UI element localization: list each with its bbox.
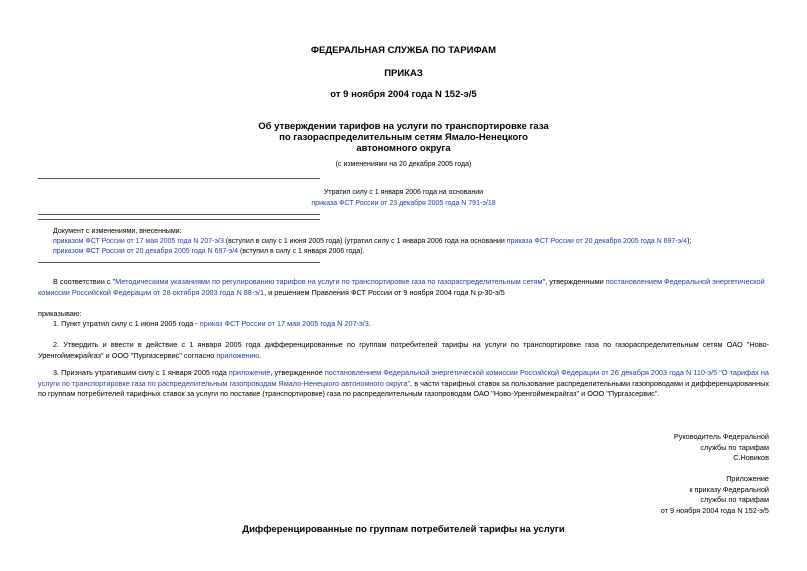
appendix-line-3: службы по тарифам bbox=[700, 495, 769, 504]
preamble-text-3: , и решением Правления ФСТ России от 9 ноября 2004 года N р-30-э/5 bbox=[264, 287, 505, 297]
signature-name: С.Новиков bbox=[733, 453, 769, 462]
change-link-3[interactable]: приказом ФСТ России от 20 декабря 2005 года N 697-э/4 bbox=[53, 248, 239, 255]
appendix-block bbox=[469, 474, 769, 516]
doc-title bbox=[0, 121, 807, 154]
appendix-line-2: к приказу Федеральной bbox=[689, 484, 769, 494]
appendix-link[interactable]: приложению bbox=[216, 350, 260, 360]
agency-heading: ФЕДЕРАЛЬНАЯ СЛУЖБА ПО ТАРИФАМ bbox=[310, 45, 497, 56]
change-text-2: ); bbox=[687, 238, 692, 245]
appendix-line-4: от 9 ноября 2004 года N 152-э/5 bbox=[660, 505, 769, 515]
preamble-text-2: ", утвержденными bbox=[542, 277, 606, 286]
orders-word: приказываю: bbox=[38, 309, 82, 318]
item1-end: . bbox=[368, 319, 371, 328]
appendix-line-1: Приложение bbox=[726, 474, 769, 483]
item1-text: 1. Пункт утратил силу с 1 июня 2005 года - bbox=[53, 319, 200, 328]
item-3 bbox=[38, 368, 769, 400]
changes-block bbox=[53, 227, 773, 257]
tariffs-table-title: Дифференцированные по группам потребителей тарифы на услуги bbox=[242, 524, 565, 535]
title-line-2: по газораспределительным сетям Ямало-Ненецкого bbox=[279, 132, 528, 143]
item2-text: 2. Утвердить и ввести в действие с 1 января 2005 года дифференцированные по группам потребителей тарифы на услуги по транспортировке газа по газораспределительным сетям ОАО "Ново-Уренгоймежрайгаз" и ООО "Пургазсервис" согласно bbox=[38, 340, 769, 360]
item1-link[interactable]: приказ ФСТ России от 17 мая 2005 года N 207-э/3 bbox=[199, 319, 369, 328]
change-link-1[interactable]: приказом ФСТ России от 17 мая 2005 года N 207-э/3 bbox=[53, 238, 224, 245]
signature-line-2: службы по тарифам bbox=[700, 442, 769, 452]
signature-line-1: Руководитель Федеральной bbox=[673, 432, 769, 441]
changes-intro: Документ с изменениями, внесенными: bbox=[53, 228, 182, 235]
item-2 bbox=[38, 340, 769, 361]
item3-text-2: , утвержденное bbox=[270, 368, 325, 377]
change-text-1: (вступил в силу с 1 июня 2005 года) (утратил силу с 1 января 2006 года на основании bbox=[223, 238, 507, 245]
divider bbox=[38, 262, 320, 263]
divider bbox=[38, 219, 320, 220]
item3-text-3: , в части тарифных ставок за пользование распределительными газопроводами и дифференцированных по группам потребителей тарифных ставок за услуги по поставке (транспортировке) газа по распределительным газопроводам ОАО "Ново-Уренгоймежрайгаз" и ООО "Пургазсервис". bbox=[38, 378, 769, 398]
preamble-text-1: В соответствии с " bbox=[53, 277, 116, 286]
item3-appendix-link[interactable]: приложение bbox=[228, 368, 271, 377]
changes-line-2 bbox=[53, 247, 773, 257]
divider bbox=[38, 214, 320, 215]
item2-end: . bbox=[259, 350, 262, 360]
changes-line-1 bbox=[53, 237, 773, 247]
item-1 bbox=[53, 319, 769, 330]
divider bbox=[38, 178, 320, 179]
change-link-2[interactable]: приказа ФСТ России от 20 декабря 2005 года N 697-э/4 bbox=[506, 238, 688, 245]
doc-date-number: от 9 ноября 2004 года N 152-э/5 bbox=[330, 89, 477, 100]
fek-resolution-link[interactable]: постановлением Федеральной энергетической комиссии Российской Федерации от 28 октября 2003 года N 88-э/1 bbox=[38, 277, 765, 297]
signature-block bbox=[469, 432, 769, 464]
doc-type-heading: ПРИКАЗ bbox=[384, 68, 423, 79]
item3-text-1: 3. Признать утратившим силу с 1 января 2005 года bbox=[53, 368, 229, 377]
amendment-note: (с изменениями на 20 декабря 2005 года) bbox=[335, 161, 472, 168]
lost-force-link[interactable]: приказа ФСТ России от 23 декабря 2005 года N 791-э/18 bbox=[311, 200, 496, 207]
title-line-1: Об утверждении тарифов на услуги по транспортировке газа bbox=[258, 121, 549, 132]
lost-force-text: Утратил силу с 1 января 2006 года на основании bbox=[323, 189, 484, 196]
fek-110-resolution-link[interactable]: постановлением Федеральной энергетической комиссии Российской Федерации от 26 декабря 2003 года N 110-э/5 "О тарифах на услуги по транспортировке газа по распределительным газопроводам Ямало-Ненецкого автономного округа" bbox=[38, 368, 769, 388]
preamble bbox=[38, 277, 769, 298]
methodical-guidelines-link[interactable]: Методическими указаниями по регулированию тарифов на услуги по транспортировке газа по газораспределительным сетям bbox=[115, 277, 543, 286]
change-text-3: (вступил в силу с 1 января 2006 года). bbox=[238, 248, 365, 255]
title-line-3: автономного округа bbox=[356, 143, 451, 154]
